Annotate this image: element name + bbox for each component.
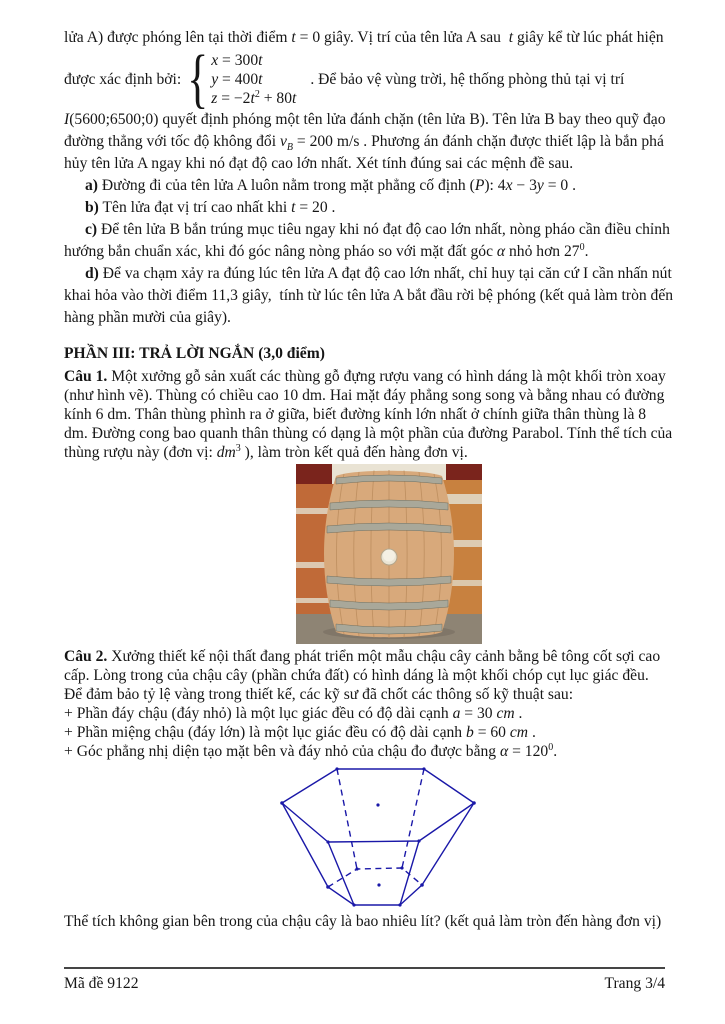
text-segment: cấp. Lòng trong của chậu cây (phần chứa đất) có hình dáng là một khối chóp cụt lục giác đều. bbox=[64, 667, 649, 684]
text-segment: α bbox=[500, 743, 509, 760]
frustum-diagram bbox=[254, 761, 494, 911]
text-segment: dm. Đường cong bao quanh thân thùng có dạng là một phần của đường Parabol. Tính thể tích của bbox=[64, 425, 673, 442]
part3-heading: PHẦN III: TRẢ LỜI NGẮN (3,0 điểm) bbox=[64, 345, 325, 362]
text-segment: x bbox=[505, 177, 513, 194]
text-segment: c) bbox=[85, 221, 98, 238]
cau2-line-6 bbox=[64, 742, 665, 761]
system-after-text bbox=[310, 70, 624, 89]
page-number: Trang 3/4 bbox=[604, 975, 665, 992]
text-segment: x bbox=[211, 51, 219, 69]
text-segment: Đường đi của tên lửa A luôn nằm trong mặt phẳng cố định ( bbox=[98, 177, 475, 194]
text-segment: hàng phần mười của giây). bbox=[64, 309, 231, 326]
frustum-hidden-edges bbox=[328, 769, 424, 887]
text-segment: Để tên lửa B bắn trúng mục tiêu ngay khi nó đạt độ cao lớn nhất, nòng pháo cần điều chỉnh bbox=[97, 221, 670, 238]
text-segment: (như hình vẽ). Thùng có chiều cao 10 dm. Hai mặt đáy phẳng song song và bằng nhau có đường bbox=[64, 387, 665, 404]
text-segment: z bbox=[211, 89, 218, 107]
text-segment: α bbox=[496, 243, 506, 260]
text-segment: Câu 2. bbox=[64, 648, 108, 665]
text-segment: 0 bbox=[579, 241, 585, 253]
cau1-line-4 bbox=[64, 424, 673, 443]
text-segment: = −2 bbox=[217, 89, 251, 107]
text-segment: b bbox=[466, 724, 474, 741]
text-segment: = 0 . bbox=[543, 177, 576, 194]
item-d-line-2 bbox=[64, 285, 674, 307]
cau2-line-3 bbox=[64, 685, 665, 704]
text-segment: t bbox=[292, 89, 297, 107]
text-segment: giây kể từ lúc phát hiện bbox=[513, 29, 664, 46]
cau1-line-3 bbox=[64, 405, 665, 424]
text-segment: 2 bbox=[254, 88, 260, 100]
text-segment: b) bbox=[85, 199, 99, 216]
cau2-question-line bbox=[64, 911, 665, 933]
part2-intro-line bbox=[64, 27, 665, 49]
text-segment: B bbox=[286, 142, 293, 154]
text-segment: d) bbox=[85, 265, 99, 282]
text-segment: cm bbox=[496, 705, 515, 722]
text-segment: t bbox=[291, 199, 296, 216]
text-segment: 3 bbox=[235, 442, 241, 454]
item-a bbox=[64, 175, 665, 197]
text-segment: kính 6 dm. Thân thùng phình ra ở giữa, biết đường kính lớn nhất ở chính giữa thân thùng là 8 bbox=[64, 406, 647, 423]
text-segment: t bbox=[291, 29, 296, 46]
cau1-line-5 bbox=[64, 443, 665, 462]
text-segment: hướng bắn chuẩn xác, khi đó góc nâng nòng pháo so với mặt đất góc bbox=[64, 243, 497, 260]
text-segment: Một xưởng gỗ sản xuất các thùng gỗ đựng rượu vang có hình dáng là một khối tròn xoay bbox=[107, 368, 666, 385]
footer bbox=[64, 974, 665, 994]
text-segment: P bbox=[474, 177, 485, 194]
part2-line-2 bbox=[64, 131, 665, 153]
text-segment: cm bbox=[509, 724, 529, 741]
barrel-bung-highlight bbox=[383, 550, 395, 562]
text-segment: ): 4 bbox=[484, 177, 506, 194]
item-c-line-2 bbox=[64, 241, 665, 263]
cau1-line-1 bbox=[64, 367, 665, 386]
text-segment: . bbox=[553, 743, 558, 760]
text-segment: . bbox=[514, 705, 523, 722]
cau2-paragraph bbox=[64, 647, 665, 761]
item-d-line-3 bbox=[64, 307, 665, 329]
cau1-paragraph bbox=[64, 367, 673, 462]
text-segment: + 80 bbox=[259, 89, 293, 107]
bottom-face-center-dot bbox=[377, 883, 380, 886]
text-segment: y bbox=[536, 177, 544, 194]
text-segment: = 20 . bbox=[295, 199, 336, 216]
text-segment: Câu 1. bbox=[64, 368, 108, 385]
item-b bbox=[64, 197, 665, 219]
text-segment: − 3 bbox=[512, 177, 537, 194]
cau2-line-4 bbox=[64, 704, 665, 723]
exam-code: Mã đề 9122 bbox=[64, 975, 139, 992]
text-segment: = 0 giây. Vị trí của tên lửa A sau bbox=[295, 29, 509, 46]
curly-brace-glyph: { bbox=[187, 41, 209, 115]
text-segment: ), làm tròn kết quả đến hàng đơn vị. bbox=[240, 444, 468, 461]
cau2-line-1 bbox=[64, 647, 665, 666]
text-segment: thùng rượu này (đơn vị: bbox=[64, 444, 217, 461]
text-segment: + Góc phẳng nhị diện tạo mặt bên và đáy nhỏ của chậu đo được bằng bbox=[64, 743, 501, 760]
text-segment: dm bbox=[216, 444, 236, 461]
text-segment: a) bbox=[85, 177, 98, 194]
text-segment: . bbox=[528, 724, 536, 741]
page-content bbox=[64, 27, 674, 933]
part2-line-3 bbox=[64, 153, 665, 175]
text-segment: a bbox=[452, 705, 461, 722]
equation-system-row bbox=[64, 41, 665, 115]
text-segment: t bbox=[250, 89, 255, 107]
footer-rule bbox=[64, 967, 665, 969]
system-label bbox=[64, 70, 185, 89]
equation-stack bbox=[211, 51, 296, 108]
text-segment: Thể tích không gian bên trong của chậu cây là bao nhiêu lít? (kết quả làm tròn đến hàng đơn vị) bbox=[64, 913, 662, 930]
text-segment: đường thẳng với tốc độ không đổi bbox=[64, 133, 280, 150]
text-segment: hủy tên lửa A ngay khi nó đạt độ cao lớn nhất. Xét tính đúng sai các mệnh đề sau. bbox=[64, 155, 574, 172]
text-segment: = 400 bbox=[218, 70, 259, 88]
item-c-line-1 bbox=[64, 219, 670, 241]
text-segment: . bbox=[584, 243, 589, 260]
text-segment: Để va chạm xảy ra đúng lúc tên lửa A đạt độ cao lớn nhất, chỉ huy tại căn cứ I cần nhấn nút bbox=[98, 265, 672, 282]
text-segment: nhỏ hơn 27 bbox=[505, 243, 580, 260]
cau2-line-2 bbox=[64, 666, 665, 685]
equation-x bbox=[211, 51, 296, 70]
text-segment: 0 bbox=[548, 741, 554, 753]
text-segment: Tên lửa đạt vị trí cao nhất khi bbox=[98, 199, 292, 216]
text-segment: . Để bảo vệ vùng trời, hệ thống phòng thủ tại vị trí bbox=[310, 70, 625, 88]
frustum-vertex-dots bbox=[280, 767, 476, 906]
equation-z bbox=[211, 89, 296, 108]
cau2-line-5 bbox=[64, 723, 665, 742]
cau1-line-2 bbox=[64, 386, 665, 405]
text-segment: khai hỏa vào thời điểm 11,3 giây, tính từ lúc tên lửa A bắt đầu rời bệ phóng (kết quả làm tròn đến bbox=[64, 287, 674, 304]
text-segment: t bbox=[258, 70, 263, 88]
item-d-line-1 bbox=[64, 263, 672, 285]
text-segment: = 200 m/s . Phương án đánh chặn được thiết lập là bắn phá bbox=[292, 133, 664, 150]
text-segment: (5600;6500;0) quyết định phóng một tên lửa đánh chặn (tên lửa B). Tên lửa B bay theo quỹ đạo bbox=[69, 111, 666, 128]
text-segment: t bbox=[508, 29, 514, 46]
text-segment: được xác định bởi: bbox=[64, 70, 186, 88]
text-segment: + Phần miệng chậu (đáy lớn) là một lục giác đều có độ dài cạnh bbox=[64, 724, 466, 741]
text-segment: v bbox=[279, 133, 287, 150]
text-segment: + Phần đáy chậu (đáy nhỏ) là một lục giác đều có độ dài cạnh bbox=[64, 705, 453, 722]
text-segment: = 30 bbox=[460, 705, 497, 722]
text-segment: = 300 bbox=[218, 51, 259, 69]
barrel-photo bbox=[296, 464, 482, 644]
text-segment: Để đảm bảo tỷ lệ vàng trong thiết kế, các kỹ sư đã chốt các thông số kỹ thuật sau: bbox=[64, 686, 574, 703]
text-segment: = 60 bbox=[473, 724, 510, 741]
text-segment: lửa A) được phóng lên tại thời điểm bbox=[64, 29, 292, 46]
text-segment: = 120 bbox=[508, 743, 549, 760]
text-segment: Xưởng thiết kế nội thất đang phát triển một mẫu chậu cây cảnh bằng bê tông cốt sợi cao bbox=[107, 648, 661, 665]
text-segment: y bbox=[211, 70, 219, 88]
part2-line-1 bbox=[64, 109, 665, 131]
text-segment: I bbox=[64, 111, 70, 128]
top-face-center-dot bbox=[376, 803, 379, 806]
text-segment: t bbox=[258, 51, 263, 69]
equation-y bbox=[211, 70, 296, 89]
